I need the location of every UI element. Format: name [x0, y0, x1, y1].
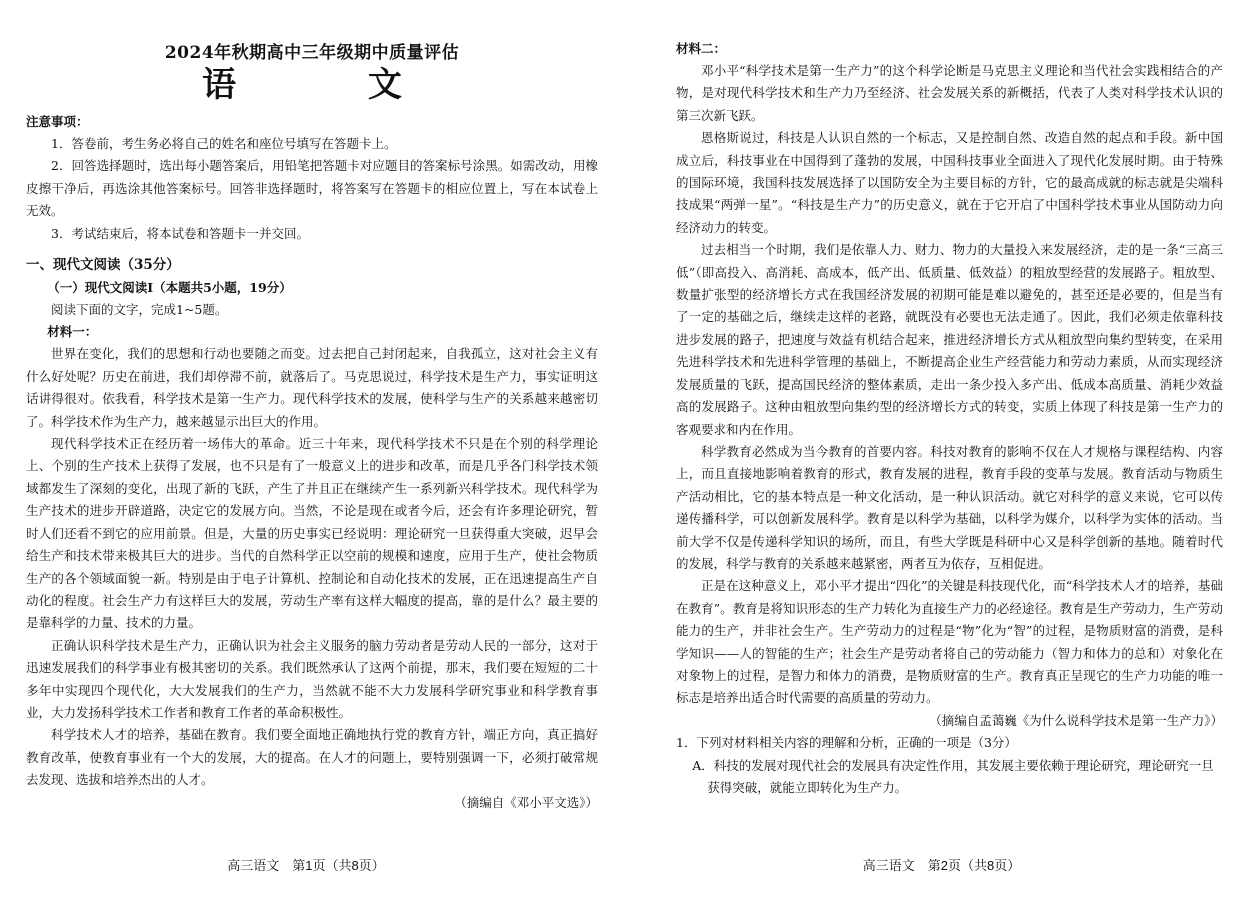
- material1-paragraph: 科学技术人才的培养，基础在教育。我们要全面地正确地执行党的教育方针，端正方向，真正搞好教育改革，使教育事业有一个大的发展，大的提高。在人才的问题上，要特别强调一下，必须打破常规去发现、选拔和培养杰出的人才。: [26, 727, 598, 788]
- material1-paragraph: 世界在变化，我们的思想和行动也要随之而变。过去把自己封闭起来，自我孤立，这对社会主义有什么好处呢？历史在前进，我们却停滞不前，就落后了。马克思说过，科学技术是生产力，事实证明这话讲得很对。依我看，科学技术是第一生产力。现代科学技术的发展，使科学与生产的关系越来越密切了。科学技术作为生产力，越来越显示出巨大的作用。: [26, 346, 598, 429]
- material2-paragraph: 邓小平“科学技术是第一生产力”的这个科学论断是马克思主义理论和当代社会实践相结合的产物，是对现代科学技术和生产力乃至经济、社会发展关系的新概括，代表了人类对科学技术认识的第三次新飞跃。: [676, 63, 1223, 123]
- instruction: 阅读下面的文字，完成1~5题。: [51, 302, 228, 318]
- page2-footer: 高三语文 第2页（共8页）: [862, 858, 1021, 873]
- material2-source: （摘编自孟蔼巍《为什么说科学技术是第一生产力》）: [929, 712, 1223, 728]
- material2-paragraph: 过去相当一个时期，我们是依靠人力、财力、物力的大量投入来发展经济，走的是一条“三高三低”（即高投入、高消耗、高成本，低产出、低质量、低效益）的粗放型经营的发展路子。粗放型、数量扩张型的经济增长方式在我国经济发展的初期可能是难以避免的，甚至还是必要的，但是当有了一定的基础之后，继续走这样的老路，就既没有必要也无法走通了。因此，我们必须走依靠科技进步发展的路子，把速度与效益有机结合起来，推进经济增长方式从粗放型向集约型转变，在采用先进科学技术和先进科学管理的基础上，不断提高企业生产经营能力和劳动力素质，从而实现经济发展质量的飞跃，提高国民经济的整体素质，走出一条少投入多产出、低成本高质量、消耗少效益高的发展路子。这种由粗放型向集约型的经济增长方式的转变，实质上体现了科技是第一生产力的客观要求和内在作用。: [676, 242, 1223, 437]
- page-2: [640, 0, 1243, 900]
- question-1: 1．下列对材料相关内容的理解和分析，正确的一项是（3分）: [676, 735, 1017, 751]
- exam-title: 2024年秋期高中三年级期中质量评估: [164, 43, 460, 63]
- page1-footer: 高三语文 第1页（共8页）: [227, 858, 385, 873]
- material1-source: （摘编自《邓小平文选》）: [454, 794, 598, 810]
- notice-item: 1．答卷前，考生务必将自己的姓名和座位号填写在答题卡上。: [51, 136, 397, 151]
- page-1: [0, 0, 612, 900]
- notice-heading: 注意事项：: [26, 114, 89, 129]
- subsection-title: （一）现代文阅读Ⅰ（本题共5小题，19分）: [47, 280, 292, 296]
- material2-paragraph: 恩格斯说过，科技是人认识自然的一个标志，又是控制自然、改造自然的起点和手段。新中国成立后，科技事业在中国得到了蓬勃的发展，中国科技事业全面进入了现代化发展时期。由于特殊的国际环境，我国科技发展选择了以国防安全为主要目标的方针，它的最高成就的标志就是尖端科技成果“两弹一星”。“科技是生产力”的历史意义，就在于它开启了中国科学技术事业从国防动力向经济动力的转变。: [676, 130, 1223, 235]
- section-title: 一、现代文阅读（35分）: [26, 257, 180, 274]
- material1-label: 材料一：: [47, 324, 98, 340]
- subject-title: 语 文: [202, 65, 462, 105]
- notice-item: 2．回答选择题时，选出每小题答案后，用铅笔把答题卡对应题目的答案标号涂黑。如需改动，用橡皮擦干净后，再选涂其他答案标号。回答非选择题时，将答案写在答题卡的相应位置上，写在本试卷上无效。: [26, 158, 598, 219]
- material2-label: 材料二：: [676, 41, 727, 56]
- material2-paragraph: 正是在这种意义上，邓小平才提出“四化”的关键是科技现代化，而“科学技术人才的培养，基础在教育”。教育是将知识形态的生产力转化为直接生产力的必经途径。教育是生产劳动力，生产劳动能力的生产，并非社会生产。生产劳动力的过程是“物”化为“智”的过程，是物质财富的消费，是科学知识——人的智能的生产；社会生产是劳动者将自己的劳动能力（智力和体力的总和）对象化在对象物上的过程，是智力和体力的消费，是物质财富的生产。教育真正呈现它的生产力功能的唯一标志是培养出适合时代需要的高质量的劳动力。: [676, 578, 1223, 706]
- material1-paragraph: 正确认识科学技术是生产力，正确认识为社会主义服务的脑力劳动者是劳动人民的一部分，这对于迅速发展我们的科学事业有极其密切的关系。我们既然承认了这两个前提，那末，我们要在短短的二十多年中实现四个现代化，大大发展我们的生产力，当然就不能不大力发展科学研究事业和科学教育事业，大力发扬科学技术工作者和教育工作者的革命积极性。: [26, 637, 598, 720]
- notice-item: 3．考试结束后，将本试卷和答题卡一并交回。: [51, 225, 309, 241]
- material1-paragraph: 现代科学技术正在经历着一场伟大的革命。近三十年来，现代科学技术不只是在个别的科学理论上、个别的生产技术上获得了发展，也不只是有了一般意义上的进步和改革，而是几乎各门科学技术领域都发生了深刻的变化，出现了新的飞跃，产生了并且正在继续产生一系列新兴科学技术。现代科学为生产技术的进步开辟道路，决定它的发展方向。当然，不论是现在或者今后，还会有许多理论研究，暂时人们还看不到它的应用前景。但是，大量的历史事实已经说明：理论研究一旦获得重大突破，迟早会给生产和技术带来极其巨大的进步。当代的自然科学正以空前的规模和速度，应用于生产，使社会物质生产的各个领域面貌一新。特别是由于电子计算机、控制论和自动化技术的发展，正在迅速提高生产自动化的程度。社会生产力有这样巨大的发展，劳动生产率有这样大幅度的提高，靠的是什么？最主要的是靠科学的力量、技术的力量。: [26, 436, 598, 631]
- material2-paragraph: 科学教育必然成为当今教育的首要内容。科技对教育的影响不仅在人才规格与课程结构、内容上，而且直接地影响着教育的形式，教育发展的进程，教育手段的变革与发展。教育活动与物质生产活动相比，它的基本特点是一种文化活动，是一种认识活动。就它对科学的意义来说，它可以传递传播科学，可以创新发展科学。教育是以科学为基础，以科学为媒介，以科学为实体的活动。当前大学不仅是传递科学知识的场所，而且，有些大学既是科研中心又是科学创新的基地。随着时代的发展，科学与教育的关系越来越紧密，两者互为依存，互相促进。: [676, 443, 1223, 571]
- question-1-option-a: A．科技的发展对现代社会的发展具有决定性作用，其发展主要依赖于理论研究，理论研究一旦获得突破，就能立即转化为生产力。: [692, 757, 1214, 795]
